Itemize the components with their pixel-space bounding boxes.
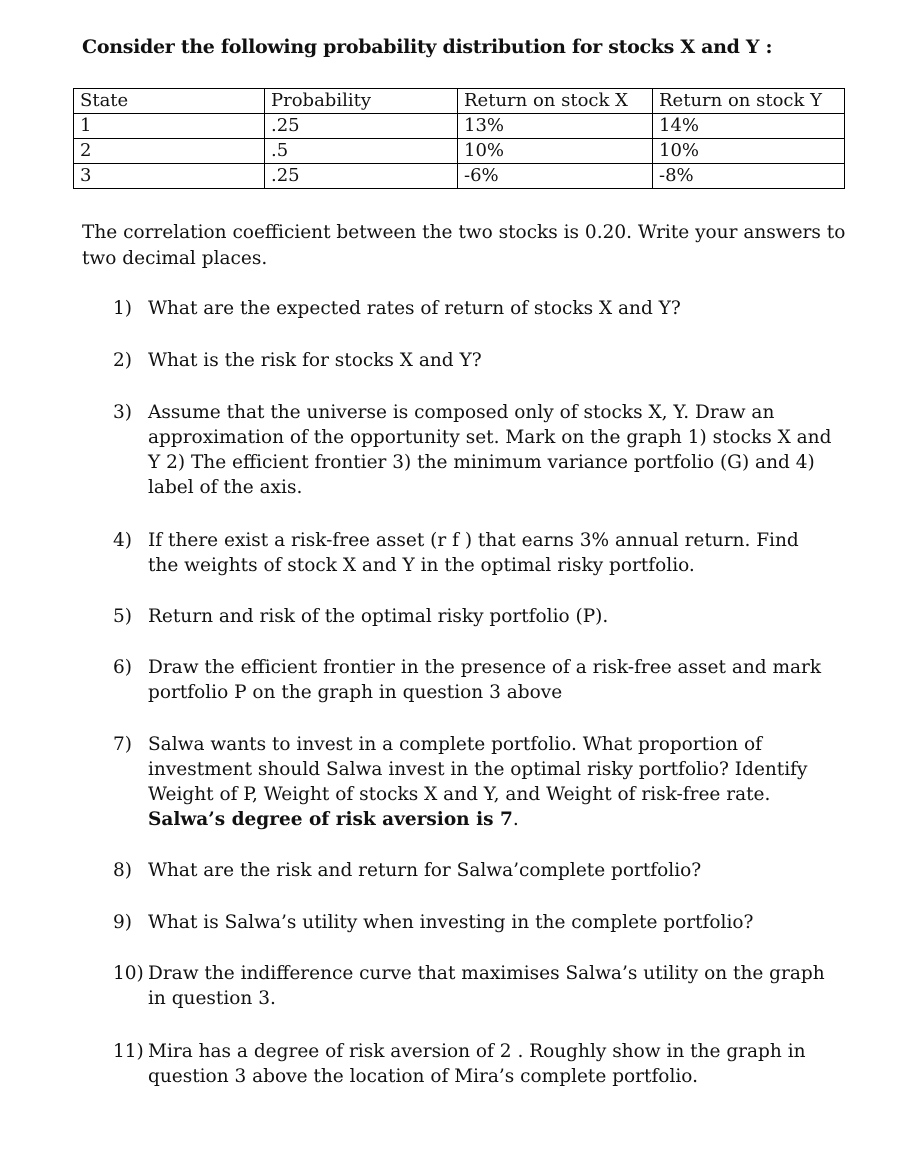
table-row — [74, 139, 845, 164]
table-cell: 13% — [458, 114, 653, 139]
table-row — [74, 114, 845, 139]
table-cell: .25 — [265, 164, 458, 189]
question-10 — [113, 961, 833, 1011]
question-3 — [113, 400, 833, 500]
table-cell: .5 — [265, 139, 458, 164]
question-4 — [113, 528, 833, 578]
question-text-end: . — [512, 809, 519, 830]
question-number: 4) — [113, 530, 132, 551]
table-cell: 10% — [653, 139, 845, 164]
question-6 — [113, 655, 833, 705]
table-cell: 10% — [458, 139, 653, 164]
question-number: 3) — [113, 402, 132, 423]
question-number: 2) — [113, 350, 132, 371]
question-text: Assume that the universe is composed only of stocks X, Y. Draw an approximation of the opportunity set. Mark on the graph 1) stocks X and Y 2) The efficient frontier 3) the minimum variance portfolio (G) and 4) label of the axis. — [148, 402, 832, 498]
question-number: 1) — [113, 298, 132, 319]
column-header: Return on stock Y — [653, 89, 845, 114]
table-cell: -8% — [653, 164, 845, 189]
question-text: Draw the efficient frontier in the presence of a risk-free asset and mark portfolio P on the graph in question 3 above — [148, 657, 822, 703]
table-header-row — [74, 89, 845, 114]
page-title: Consider the following probability distribution for stocks X and Y : — [82, 36, 773, 58]
question-11 — [113, 1039, 833, 1089]
column-header: Probability — [265, 89, 458, 114]
question-number: 9) — [113, 912, 132, 933]
question-9 — [113, 910, 833, 935]
question-number: 6) — [113, 657, 132, 678]
question-text: What is the risk for stocks X and Y? — [148, 350, 482, 371]
question-text: What are the risk and return for Salwa’complete portfolio? — [148, 860, 702, 881]
question-number: 5) — [113, 606, 132, 627]
table-cell: 14% — [653, 114, 845, 139]
question-8 — [113, 858, 833, 883]
question-text: Mira has a degree of risk aversion of 2 . Roughly show in the graph in question 3 above the location of Mira’s complete portfolio. — [148, 1041, 806, 1087]
risk-aversion-note: Salwa’s degree of risk aversion is 7 — [148, 809, 513, 830]
question-number: 10) — [113, 963, 144, 984]
question-1 — [113, 296, 833, 321]
question-text: Return and risk of the optimal risky portfolio (P). — [148, 606, 609, 627]
column-header: Return on stock X — [458, 89, 653, 114]
table-cell: 1 — [74, 114, 265, 139]
question-number: 11) — [113, 1041, 144, 1062]
question-number: 8) — [113, 860, 132, 881]
question-7 — [113, 732, 833, 832]
column-header: State — [74, 89, 265, 114]
table-cell: 2 — [74, 139, 265, 164]
table-cell: -6% — [458, 164, 653, 189]
table-cell: .25 — [265, 114, 458, 139]
question-text: What are the expected rates of return of stocks X and Y? — [148, 298, 681, 319]
question-text: If there exist a risk-free asset (r f ) that earns 3% annual return. Find the weights of stock X and Y in the optimal risky portfolio. — [148, 530, 799, 576]
question-text-block — [113, 732, 833, 832]
intro-paragraph: The correlation coefficient between the two stocks is 0.20. Write your answers to two decimal places. — [82, 222, 846, 269]
question-2 — [113, 348, 833, 373]
question-text: Salwa wants to invest in a complete portfolio. What proportion of investment should Salwa invest in the optimal risky portfolio? Identify Weight of P, Weight of stocks X and Y, and Weight of risk-free rate. — [148, 734, 808, 805]
question-text: Draw the indifference curve that maximises Salwa’s utility on the graph in question 3. — [148, 963, 825, 1009]
probability-table — [73, 88, 845, 189]
table-row — [74, 164, 845, 189]
table-cell: 3 — [74, 164, 265, 189]
question-5 — [113, 604, 833, 629]
question-text: What is Salwa’s utility when investing in the complete portfolio? — [148, 912, 754, 933]
question-number: 7) — [113, 734, 132, 755]
